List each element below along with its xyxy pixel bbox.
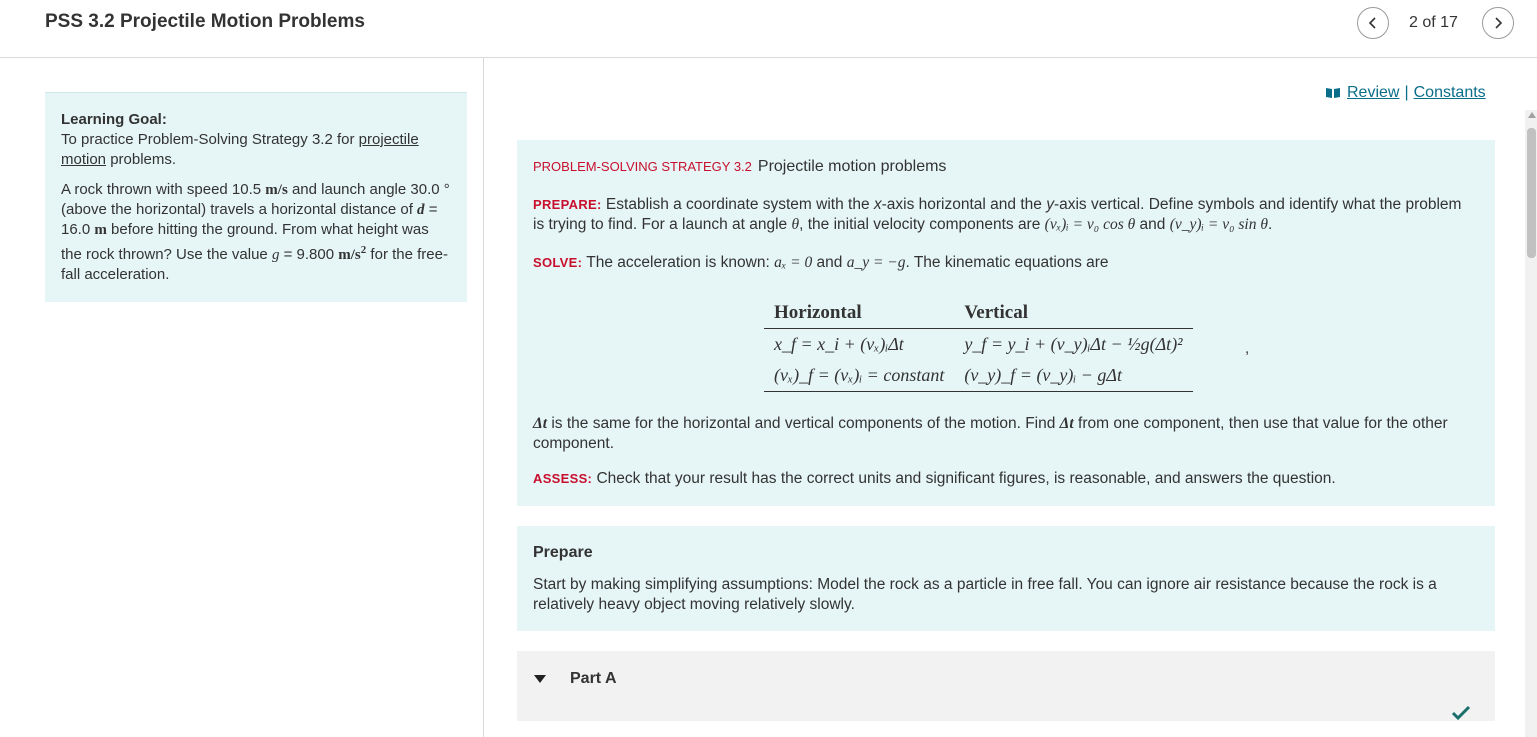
review-link[interactable]: Review bbox=[1347, 84, 1400, 101]
learning-goal-panel bbox=[45, 92, 467, 302]
constants-link[interactable]: Constants bbox=[1413, 84, 1486, 101]
accel-unit: m/s bbox=[338, 247, 361, 263]
assess-label: ASSESS: bbox=[533, 471, 593, 486]
scroll-up-arrow-icon[interactable] bbox=[1528, 112, 1536, 118]
problem-text: = 9.800 bbox=[279, 246, 339, 263]
vertical-position-equation: y_f = y_i + (v_y)ᵢΔt − ½g(Δt)² bbox=[964, 334, 1183, 354]
meter-unit: m bbox=[94, 222, 107, 238]
ax-equation: aₓ = 0 bbox=[774, 254, 813, 271]
equation-comma: , bbox=[1245, 340, 1250, 357]
strategy-name: Projectile motion problems bbox=[757, 158, 947, 175]
distance-symbol: d bbox=[417, 202, 425, 218]
caret-down-icon[interactable] bbox=[534, 674, 546, 684]
horizontal-velocity-equation: (vₓ)_f = (vₓ)ᵢ = constant bbox=[764, 360, 954, 392]
solve-step bbox=[533, 254, 1473, 272]
kinematic-equations-table bbox=[764, 298, 1193, 392]
assess-step bbox=[533, 470, 1478, 488]
intro-text-end: problems. bbox=[106, 151, 177, 168]
vy-initial-equation: (v_y)ᵢ = v₀ sin θ bbox=[1169, 216, 1268, 233]
ay-equation: a_y = −g bbox=[846, 254, 906, 271]
header-bar bbox=[0, 0, 1537, 58]
problem-text: and launch angle 30.0 ° (above the horizontal) travels a horizontal distance of bbox=[61, 181, 450, 218]
prepare-text: Establish a coordinate system with the bbox=[601, 196, 874, 213]
next-button[interactable] bbox=[1482, 7, 1514, 39]
delta-t-symbol: Δt bbox=[533, 415, 548, 432]
strategy-heading bbox=[533, 158, 946, 176]
prepare-text: -axis horizontal and the bbox=[881, 196, 1047, 213]
learning-goal-intro bbox=[61, 130, 451, 170]
problem-text: = 16.0 bbox=[61, 201, 438, 238]
prepare-label: PREPARE: bbox=[533, 197, 602, 212]
speed-unit: m/s bbox=[265, 182, 288, 198]
problem-text: before hitting the ground. From what height was the rock thrown? Use the value bbox=[61, 221, 429, 263]
check-icon bbox=[1451, 705, 1471, 721]
delta-t-text: from one component, then use that value for the other component. bbox=[533, 415, 1448, 452]
intro-text: To practice Problem-Solving Strategy 3.2 for bbox=[61, 131, 359, 148]
book-icon bbox=[1325, 87, 1341, 99]
prepare-text: -axis vertical. Define symbols and identify what the problem is trying to find. For a launch at angle bbox=[533, 196, 1462, 233]
link-separator: | bbox=[1404, 84, 1409, 101]
solve-text: The acceleration is known: bbox=[582, 254, 775, 271]
strategy-label: PROBLEM-SOLVING STRATEGY 3.2 bbox=[533, 159, 752, 174]
strategy-panel bbox=[517, 140, 1495, 506]
delta-t-text: is the same for the horizontal and vertical components of the motion. Find bbox=[547, 415, 1060, 432]
vertical-header: Vertical bbox=[954, 298, 1192, 329]
problem-statement bbox=[61, 180, 451, 285]
problem-text: for the free-fall acceleration. bbox=[61, 246, 448, 283]
table-row bbox=[764, 329, 1193, 361]
page-counter: 2 of 17 bbox=[1409, 14, 1458, 31]
assess-text: Check that your result has the correct units and significant figures, is reasonable, and answers the question. bbox=[592, 470, 1336, 487]
prepare-step bbox=[533, 195, 1473, 235]
delta-t-symbol: Δt bbox=[1059, 415, 1074, 432]
vx-initial-equation: (vₓ)ᵢ = v₀ cos θ bbox=[1044, 216, 1136, 233]
prepare-text: and bbox=[1135, 216, 1170, 233]
y-symbol: y bbox=[1046, 196, 1054, 213]
prepare-panel bbox=[517, 526, 1495, 631]
learning-goal-title: Learning Goal: bbox=[61, 111, 167, 128]
chevron-left-icon bbox=[1367, 16, 1379, 30]
g-symbol: g bbox=[271, 247, 280, 263]
scrollbar-thumb[interactable] bbox=[1527, 128, 1536, 258]
vertical-velocity-equation: (v_y)_f = (v_y)ᵢ − gΔt bbox=[954, 360, 1192, 392]
prepare-text: , the initial velocity components are bbox=[799, 216, 1045, 233]
prepare-title: Prepare bbox=[533, 544, 593, 561]
review-constants-links bbox=[1325, 84, 1486, 102]
table-row bbox=[764, 360, 1193, 392]
x-symbol: x bbox=[873, 196, 882, 213]
solve-text: and bbox=[812, 254, 847, 271]
delta-t-note bbox=[533, 414, 1478, 454]
solve-label: SOLVE: bbox=[533, 255, 583, 270]
part-a-section[interactable] bbox=[517, 651, 1495, 721]
prepare-text: . bbox=[1267, 216, 1273, 233]
previous-button[interactable] bbox=[1357, 7, 1389, 39]
chevron-right-icon bbox=[1492, 16, 1504, 30]
solve-text: . The kinematic equations are bbox=[905, 254, 1109, 271]
projectile-motion-link[interactable]: projectile motion bbox=[61, 131, 419, 168]
table-header-row bbox=[764, 298, 1193, 329]
accel-unit-exponent: 2 bbox=[360, 244, 367, 256]
part-a-label[interactable]: Part A bbox=[570, 670, 617, 687]
theta-symbol: θ bbox=[791, 216, 800, 233]
panel-divider bbox=[483, 58, 484, 737]
problem-text: A rock thrown with speed 10.5 bbox=[61, 181, 266, 198]
horizontal-position-equation: x_f = x_i + (vₓ)ᵢΔt bbox=[774, 334, 904, 354]
horizontal-header: Horizontal bbox=[764, 298, 954, 329]
prepare-text: Start by making simplifying assumptions: Model the rock as a particle in free fall. You can ignore air resistance because the rock is a relatively heavy object moving relatively slowly. bbox=[533, 576, 1437, 613]
page-title: PSS 3.2 Projectile Motion Problems bbox=[45, 11, 365, 32]
